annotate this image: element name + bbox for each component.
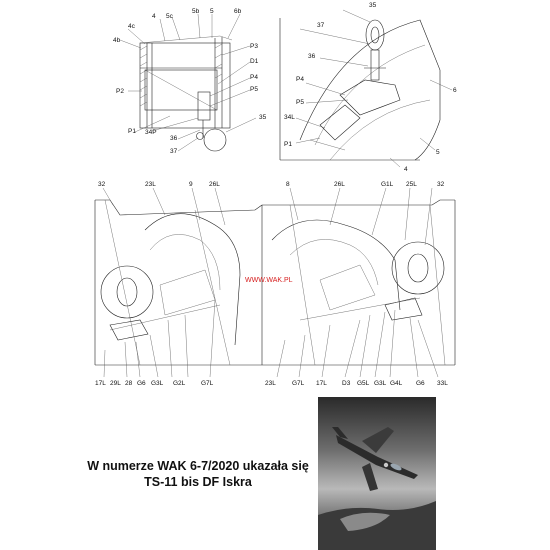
aircraft-photo [318,397,436,550]
label-6: 6 [453,87,457,94]
left-seat-pan [160,270,215,315]
seat-contour [330,100,430,160]
cockpit-side-view-right [262,181,455,387]
label-36: 36 [308,53,316,60]
hook-detail-view [280,2,457,173]
label-G5L: G5L [357,380,370,387]
label-35: 35 [259,114,267,121]
label-17L: 17L [95,380,106,387]
label-P4: P4 [296,76,304,83]
seat-plate [320,105,360,140]
label-34L: 34L [284,114,295,121]
left-seat-contour [150,234,220,290]
left-top-edge [95,200,262,215]
label-P1: P1 [128,128,136,135]
label-26L: 26L [209,181,220,188]
ground-shape [318,501,436,550]
announcement-caption [78,458,318,490]
seat-diagonal [145,70,217,110]
right-guide [430,205,445,365]
label-G3L: G3L [151,380,164,387]
label-G2L: G2L [173,380,186,387]
seat-lower-edge [310,140,345,150]
left-seat-ring [101,266,153,318]
seat-back-frame [140,43,230,128]
label-26L: 26L [334,181,345,188]
ring-35-detail [366,20,384,50]
left-leader-lines [103,188,225,377]
seat-shell [300,20,440,160]
jet-aircraft [332,427,418,491]
label-4: 4 [404,166,408,173]
label-P4: P4 [250,74,258,81]
right-top-edge [262,200,455,205]
label-G6: G6 [137,380,146,387]
label-35: 35 [369,2,377,9]
seat-bracket [198,92,210,120]
ring-35 [204,129,226,151]
label-P2: P2 [116,88,124,95]
label-37: 37 [170,148,178,155]
label-P5: P5 [250,86,258,93]
hook-base [340,80,400,115]
leader-lines-detail [296,10,452,167]
label-G3L: G3L [374,380,387,387]
label-36: 36 [170,135,178,142]
right-seat-back [272,220,400,310]
label-37: 37 [317,22,325,29]
right-bracket [385,298,422,320]
label-G7L: G7L [292,380,305,387]
label-33L: 33L [437,380,448,387]
aircraft-photo-art [318,397,436,550]
leader-lines [120,14,256,151]
left-ring-inner [117,278,137,306]
label-32: 32 [437,181,445,188]
label-P3: P3 [250,43,258,50]
watermark: WWW.WAK.PL [245,277,293,284]
label-8: 8 [286,181,290,188]
left-guide [105,200,140,365]
label-28: 28 [125,380,133,387]
right-rail [300,298,420,320]
right-seat-ring [392,242,444,294]
label-5c: 5c [166,13,173,20]
right-ring-inner [408,254,428,282]
label-5: 5 [436,149,440,156]
label-5b: 5b [192,8,200,15]
label-5: 5 [210,8,214,15]
label-9: 9 [189,181,193,188]
label-23L: 23L [265,380,276,387]
label-P1: P1 [284,141,292,148]
ring-inner [371,27,379,43]
cockpit-side-view-left [95,181,262,387]
left-rail [110,305,220,330]
label-4c: 4c [128,23,135,30]
right-seat-contour [290,239,378,285]
label-4: 4 [152,13,156,20]
label-G7L: G7L [201,380,214,387]
right-seat-pan [320,265,375,310]
label-G1L: G1L [381,181,394,188]
left-guide [195,210,230,365]
label-17L: 17L [316,380,327,387]
label-D1: D1 [250,58,259,65]
label-G4L: G4L [390,380,403,387]
label-6b: 6b [234,8,242,15]
label-D3: D3 [342,380,351,387]
label-25L: 25L [406,181,417,188]
label-4b: 4b [113,37,121,44]
hook-shaft [371,50,379,80]
label-29L: 29L [110,380,121,387]
left-bracket [110,320,148,340]
label-32: 32 [98,181,106,188]
left-seat-back [145,214,240,345]
right-leader-lines [277,188,438,377]
caption-line-1: W numerze WAK 6-7/2020 ukazała się [87,459,309,473]
seat-frame-view [113,8,267,155]
label-34P: 34P [145,129,157,136]
label-G6: G6 [416,380,425,387]
label-23L: 23L [145,181,156,188]
right-guide [290,205,315,365]
label-P5: P5 [296,99,304,106]
caption-line-2: TS-11 bis DF Iskra [144,475,252,489]
